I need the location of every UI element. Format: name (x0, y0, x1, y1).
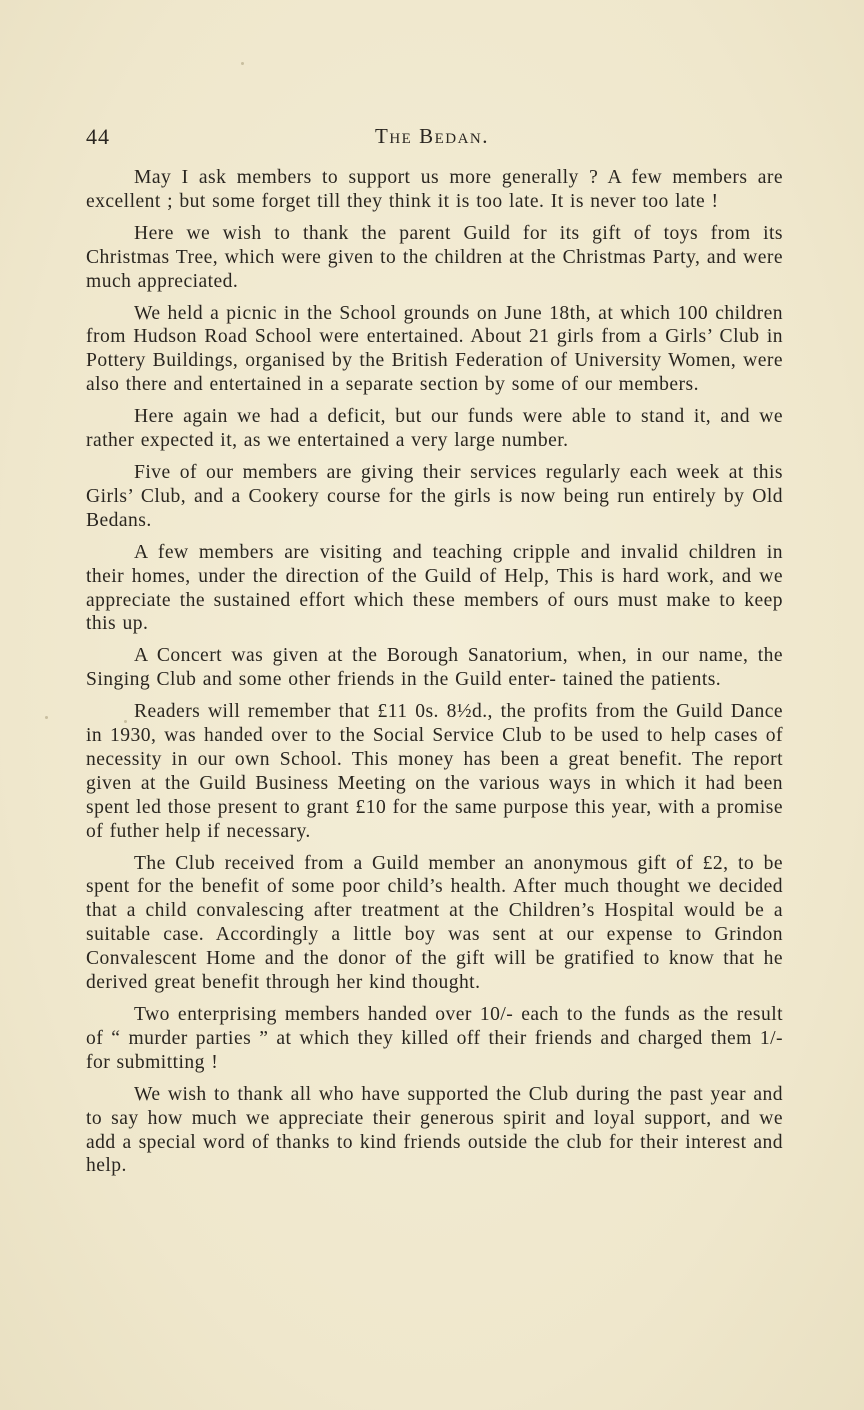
paragraph: We wish to thank all who have supported the Club during the past year and to say how much we appreciate their generous spirit and loyal support, and we add a special word of thanks to kind friends outside the club for their interest and help. (86, 1083, 783, 1177)
paragraph: Here again we had a deficit, but our funds were able to stand it, and we rather expected it, as we entertained a very large number. (86, 406, 783, 452)
paragraph: We held a picnic in the School grounds on June 18th, at which 100 children from Hudson Road School were entertained. About 21 girls from a Girls’ Club in Pottery Buildings, organised by the British Federation of University Women, were also there and entertained in a separate section by some of our members. (86, 302, 783, 396)
paragraph: The Club received from a Guild member an anonymous gift of £2, to be spent for the benefit of some poor child’s health. After much thought we decided that a child convalescing after treatment at the Children’s Hospital would be a suitable case. Accordingly a little boy was sent at our expense to Grindon Convalescent Home and the donor of the gift will be gratified to know that he derived great benefit through her kind thought. (86, 852, 783, 994)
paragraph: Here we wish to thank the parent Guild for its gift of toys from its Christmas Tree, which were given to the children at the Christmas Party, and were much appreciated. (86, 222, 783, 292)
paragraph: Readers will remember that £11 0s. 8½d., the profits from the Guild Dance in 1930, was handed over to the Social Service Club to be used to help cases of necessity in our own School. This money has been a great benefit. The report given at the Guild Business Meeting on the various ways in which it had been spent led those present to grant £10 for the same purpose this year, with a promise of futher help if necessary. (86, 701, 783, 842)
page-header (86, 124, 778, 154)
page-number: 44 (86, 124, 110, 149)
paper-speck (45, 716, 48, 719)
article-body (86, 166, 783, 1186)
paragraph: Two enterprising members handed over 10/- each to the funds as the result of “ murder parties ” at which they killed off their friends and charged them 1/- for submitting ! (86, 1004, 783, 1073)
paragraph: May I ask members to support us more generally ? A few members are excellent ; but some forget till they think it is too late. It is never too late ! (86, 167, 783, 212)
paragraph: A Concert was given at the Borough Sanatorium, when, in our name, the Singing Club and some other friends in the Guild enter- tained the patients. (86, 645, 783, 691)
paragraph: Five of our members are giving their services regularly each week at this Girls’ Club, and a Cookery course for the girls is now being run entirely by Old Bedans. (86, 461, 783, 531)
paragraph: A few members are visiting and teaching cripple and invalid children in their homes, under the direction of the Guild of Help, This is hard work, and we appreciate the sustained effort which these members of ours must make to keep this up. (86, 541, 783, 635)
paper-speck (241, 62, 244, 65)
running-title: The Bedan. (375, 124, 489, 148)
